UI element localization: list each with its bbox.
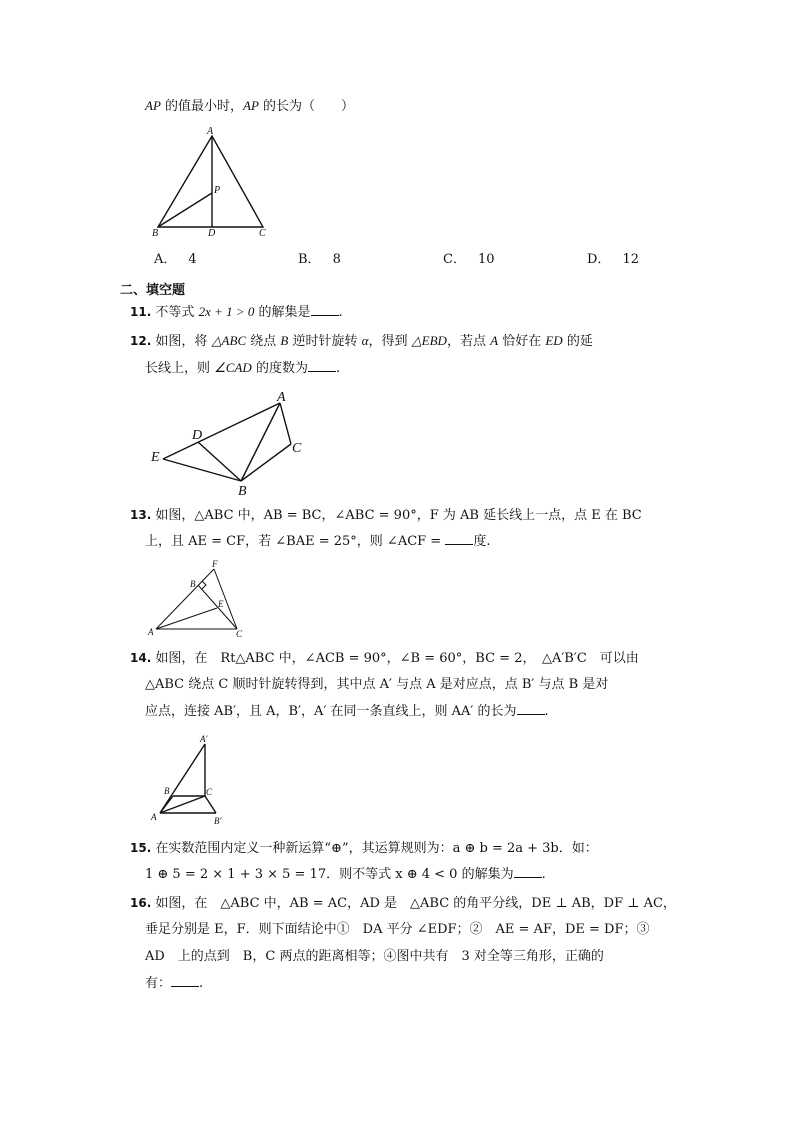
fig13-label-e: E <box>218 599 224 609</box>
fig14-label-a: A <box>151 812 157 822</box>
q13-l2a: 上，且 AE = CF，若 ∠BAE = 25°，则 ∠ACF = <box>145 534 442 549</box>
q12-answer-blank[interactable] <box>308 359 336 372</box>
fig12-label-d: D <box>192 428 203 443</box>
q15-l1: 在实数范围内定义一种新运算“⊕”，其运算规则为：a ⊕ b = 2a + 3b．如： <box>155 841 598 856</box>
q14-l3a: 应点，连接 AB′，且 A，B′，A′ 在同一条直线上，则 AA′ 的长为 <box>145 704 517 719</box>
q12-l1b: △ABC <box>211 333 247 348</box>
q12-l1g: ，得到 <box>368 334 408 349</box>
fig13-label-b: B <box>190 579 196 589</box>
q12-l2a: 长线上，则 <box>145 361 211 376</box>
q16-l4b: . <box>199 976 204 991</box>
q16-l3: AD 上的点到 B，C 两点的距离相等；④图中共有 3 对全等三角形，正确的 <box>145 949 604 964</box>
q16-line3 <box>145 947 604 967</box>
q16-num: 16. <box>130 896 152 910</box>
q12-l1j: A <box>490 333 499 348</box>
q16-line1 <box>130 893 676 914</box>
q12-line2 <box>145 358 340 379</box>
option-c <box>443 250 495 270</box>
q14-line1 <box>130 648 639 669</box>
q14-line2 <box>145 675 608 695</box>
fig12-label-b: B <box>238 484 247 499</box>
option-d-letter: D． <box>587 252 611 267</box>
q11-answer-blank[interactable] <box>311 303 339 316</box>
q11-expr: 2x + 1 > 0 <box>198 304 255 319</box>
q12-l1d: B <box>280 333 289 348</box>
q10-post: 的长为（ ） <box>258 99 355 114</box>
fig14-label-b: B <box>164 786 170 796</box>
q15-line2 <box>145 865 546 885</box>
q16-l2: 垂足分别是 E，F．则下面结论中① DA 平分 ∠EDF；② AE = AF，DE = DF；③ <box>145 922 650 937</box>
q14-num: 14. <box>130 651 152 665</box>
q12-l2b: ∠CAD <box>214 360 252 375</box>
fig14-label-c: C <box>206 787 213 797</box>
q16-answer-blank[interactable] <box>171 974 199 987</box>
q12-l2d: . <box>335 361 341 376</box>
fig12-label-e: E <box>151 450 160 465</box>
q15-answer-blank[interactable] <box>514 865 542 878</box>
q16-l4a: 有： <box>145 976 172 991</box>
fig13-label-a: A <box>148 627 154 637</box>
option-a-letter: A． <box>154 252 177 267</box>
q10-ap: AP <box>145 98 161 113</box>
q13-line1 <box>130 505 642 526</box>
q12-l1k: 恰好在 <box>502 334 542 349</box>
option-d-value: 12 <box>622 252 639 267</box>
q11-end: . <box>338 305 343 320</box>
q10-tail-line <box>145 96 354 117</box>
q12-l1i: ，若点 <box>446 334 486 349</box>
q10-ap2: AP <box>243 98 259 113</box>
fig10-label-c: C <box>259 228 266 239</box>
option-c-letter: C． <box>443 252 466 267</box>
q11-text1: 不等式 <box>155 305 195 320</box>
fig13-label-c: C <box>236 629 243 639</box>
q13-answer-blank[interactable] <box>445 532 473 545</box>
q14-l3b: . <box>544 704 549 719</box>
fig10-label-b: B <box>152 228 159 239</box>
q10-mid: 的值最小时， <box>160 99 244 114</box>
fig10-label-d: D <box>208 228 216 239</box>
q11 <box>130 302 343 323</box>
q13-line2 <box>145 532 490 552</box>
option-b <box>298 250 341 270</box>
q11-num: 11. <box>130 305 152 319</box>
option-b-letter: B． <box>298 252 321 267</box>
q14-l1: 如图，在 Rt△ABC 中，∠ACB = 90°，∠B = 60°，BC = 2， △A′B′C 可以由 <box>155 651 639 666</box>
q12-l2c: 的度数为 <box>255 361 308 376</box>
q14-l2: △ABC 绕点 C 顺时针旋转得到，其中点 A′ 与点 A 是对应点，点 B′ 与点 B 是对 <box>145 677 609 692</box>
q12-l1h: △EBD <box>411 333 447 348</box>
fig12-label-c: C <box>292 441 302 456</box>
q15-line1 <box>130 838 598 859</box>
q14-line3 <box>145 702 549 722</box>
option-d <box>587 250 639 270</box>
option-a <box>154 250 197 270</box>
option-a-value: 4 <box>188 252 197 267</box>
q12-line1 <box>130 331 593 352</box>
q14-answer-blank[interactable] <box>517 702 545 715</box>
q12-l1a: 如图，将 <box>155 334 208 349</box>
q12-l1e: 逆时针旋转 <box>292 334 358 349</box>
q12-l1f: α <box>361 333 369 348</box>
option-c-value: 10 <box>477 252 495 267</box>
fig10-label-p: P <box>214 185 221 196</box>
q13-num: 13. <box>130 508 152 522</box>
q15-l2a: 1 ⊕ 5 = 2 × 1 + 3 × 5 = 17．则不等式 x ⊕ 4 < 0 的解集为 <box>145 867 514 882</box>
section-title: 二、填空题 <box>120 283 186 298</box>
q12-num: 12. <box>130 334 152 348</box>
q15-l2b: . <box>541 867 546 882</box>
q11-text2: 的解集是 <box>258 305 311 320</box>
q16-line2 <box>145 920 650 940</box>
fig12-label-a: A <box>277 390 286 405</box>
q12-l1c: 绕点 <box>250 334 277 349</box>
q15-num: 15. <box>130 841 152 855</box>
q16-line4 <box>145 974 203 994</box>
fig14-label-a-prime: A′ <box>200 734 208 744</box>
fig13-label-f: F <box>212 559 218 569</box>
fig14-label-b-prime: B′ <box>214 816 222 826</box>
q13-l2b: 度. <box>473 534 491 549</box>
q16-l1: 如图，在 △ABC 中，AB = AC，AD 是 △ABC 的角平分线，DE ⊥ AB，DF ⊥ AC， <box>155 896 676 911</box>
fig10-label-a: A <box>207 126 214 137</box>
q13-l1: 如图，△ABC 中，AB = BC，∠ABC = 90°，F 为 AB 延长线上一点，点 E 在 BC <box>155 508 642 523</box>
option-b-value: 8 <box>332 252 341 267</box>
q12-l1l: ED <box>545 333 563 348</box>
q12-l1m: 的延 <box>566 334 593 349</box>
